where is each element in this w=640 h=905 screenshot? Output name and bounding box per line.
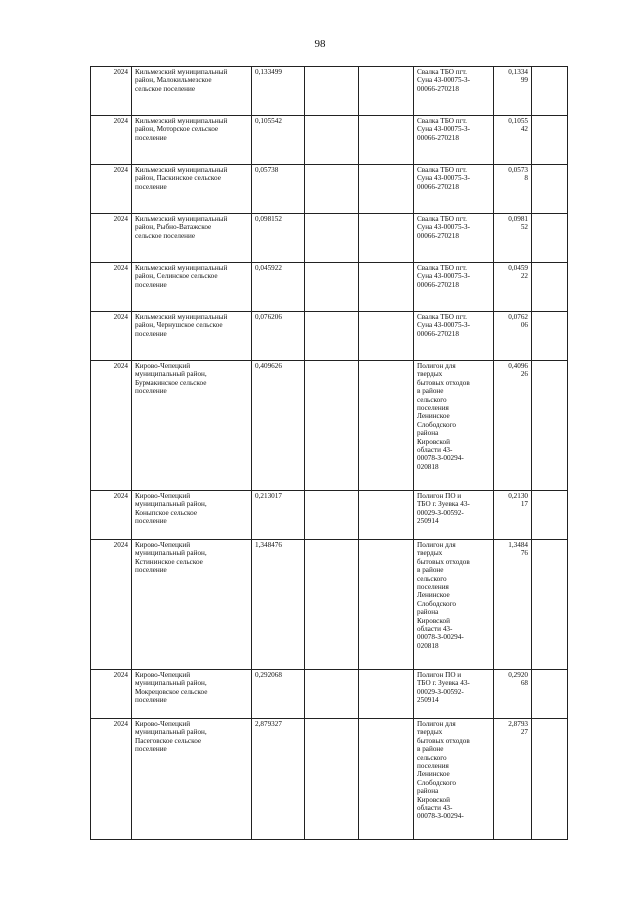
municipality-line: Кирово-Чепецкий: [135, 720, 191, 728]
facility-line: Свалка ТБО пгт.: [417, 215, 467, 223]
municipality-line: район, Селинское сельское: [135, 272, 218, 281]
empty-cell: [359, 540, 414, 670]
empty-cell: [359, 67, 414, 116]
municipality-line: поселение: [135, 387, 167, 396]
facility-line: Ленинское: [417, 770, 450, 779]
empty-cell: [532, 312, 568, 361]
value-wrapped-cell: [494, 491, 532, 540]
value-wrapped-line: 0,0981: [508, 215, 528, 223]
municipality-line: Бурмакинское сельское: [135, 378, 207, 387]
facility-cell: [414, 214, 494, 263]
facility-line: бытовых отходов: [417, 378, 470, 387]
municipality-line: сельское поселение: [135, 84, 196, 93]
facility-line: Свалка ТБО пгт.: [417, 68, 467, 76]
value-wrapped-cell: [494, 719, 532, 840]
municipality-cell: [132, 263, 252, 312]
municipality-line: поселение: [135, 745, 167, 754]
value-wrapped-line: 42: [520, 125, 528, 134]
facility-line: Полигон для: [417, 541, 456, 549]
year-cell: 2024: [91, 719, 132, 840]
municipality-line: поселение: [135, 566, 167, 575]
value-wrapped-line: 0,4096: [508, 362, 528, 370]
facility-line: Кировской: [417, 616, 450, 625]
facility-line: твердых: [417, 370, 443, 379]
empty-cell: [305, 263, 359, 312]
empty-cell: [305, 214, 359, 263]
facility-cell: [414, 116, 494, 165]
facility-line: в районе: [417, 745, 444, 754]
municipality-cell: [132, 670, 252, 719]
facility-line: сельского: [417, 395, 447, 404]
facility-cell: [414, 263, 494, 312]
value-cell: 0,409626: [252, 361, 305, 491]
facility-cell: [414, 361, 494, 491]
table-row: [91, 312, 568, 361]
facility-line: бытовых отходов: [417, 557, 470, 566]
year-cell: 2024: [91, 214, 132, 263]
facility-line: области 43-: [417, 804, 453, 813]
facility-line: Слободского: [417, 599, 456, 608]
year-cell: 2024: [91, 540, 132, 670]
value-wrapped-line: 17: [520, 500, 528, 509]
municipality-line: район, Паскинское сельское: [135, 174, 221, 183]
facility-line: Свалка ТБО пгт.: [417, 313, 467, 321]
empty-cell: [532, 719, 568, 840]
value-cell: 0,098152: [252, 214, 305, 263]
value-wrapped-cell: [494, 214, 532, 263]
municipality-line: муниципальный район,: [135, 679, 207, 688]
data-table: [90, 66, 568, 840]
municipality-line: муниципальный район,: [135, 370, 207, 379]
municipality-line: Мокрецовское сельское: [135, 687, 208, 696]
empty-cell: [532, 361, 568, 491]
municipality-line: Кирово-Чепецкий: [135, 492, 191, 500]
empty-cell: [359, 491, 414, 540]
facility-line: поселения: [417, 583, 449, 592]
facility-line: Полигон ПО и: [417, 492, 462, 500]
municipality-line: поселение: [135, 696, 167, 705]
facility-line: 020818: [417, 641, 439, 650]
value-wrapped-line: 0,1334: [508, 68, 528, 76]
municipality-line: район, Рыбно-Ватажское: [135, 223, 212, 232]
value-cell: 2,879327: [252, 719, 305, 840]
facility-line: области 43-: [417, 446, 453, 455]
empty-cell: [532, 116, 568, 165]
municipality-line: район, Малокильмезское: [135, 76, 212, 85]
table-body: [91, 67, 568, 840]
municipality-line: муниципальный район,: [135, 549, 207, 558]
empty-cell: [305, 312, 359, 361]
facility-line: сельского: [417, 574, 447, 583]
value-wrapped-line: 99: [520, 76, 528, 85]
empty-cell: [359, 312, 414, 361]
facility-line: 00066-270218: [417, 84, 459, 93]
empty-cell: [305, 165, 359, 214]
facility-line: твердых: [417, 549, 443, 558]
value-wrapped-line: 0,1055: [508, 117, 528, 125]
value-wrapped-line: 8: [524, 174, 528, 183]
empty-cell: [305, 670, 359, 719]
facility-line: Суна 43-00075-З-: [417, 272, 470, 281]
municipality-cell: [132, 165, 252, 214]
municipality-cell: [132, 540, 252, 670]
municipality-line: муниципальный район,: [135, 728, 207, 737]
facility-line: 00066-270218: [417, 329, 459, 338]
municipality-line: Кильмезский муниципальный: [135, 264, 228, 272]
value-wrapped-cell: [494, 361, 532, 491]
value-wrapped-cell: [494, 116, 532, 165]
value-wrapped-line: 0,2920: [508, 671, 528, 679]
value-wrapped-cell: [494, 540, 532, 670]
facility-line: 00066-270218: [417, 182, 459, 191]
value-cell: 0,133499: [252, 67, 305, 116]
municipality-line: муниципальный район,: [135, 500, 207, 509]
municipality-line: Кирово-Чепецкий: [135, 541, 191, 549]
value-wrapped-cell: [494, 165, 532, 214]
facility-line: 00066-270218: [417, 280, 459, 289]
facility-line: района: [417, 787, 439, 796]
facility-line: в районе: [417, 566, 444, 575]
value-cell: 0,213017: [252, 491, 305, 540]
empty-cell: [359, 165, 414, 214]
municipality-line: Коныпское сельское: [135, 508, 198, 517]
facility-line: 00078-З-00294-: [417, 812, 464, 821]
facility-line: 00066-270218: [417, 133, 459, 142]
value-wrapped-line: 68: [520, 679, 528, 688]
municipality-line: Кильмезский муниципальный: [135, 313, 228, 321]
year-cell: 2024: [91, 670, 132, 719]
municipality-line: Кстининское сельское: [135, 557, 203, 566]
table-row: [91, 116, 568, 165]
empty-cell: [532, 263, 568, 312]
value-wrapped-line: 0,0459: [508, 264, 528, 272]
municipality-line: поселение: [135, 133, 167, 142]
value-wrapped-cell: [494, 67, 532, 116]
municipality-cell: [132, 491, 252, 540]
facility-line: бытовых отходов: [417, 736, 470, 745]
empty-cell: [305, 491, 359, 540]
value-wrapped-line: 22: [520, 272, 528, 281]
empty-cell: [359, 719, 414, 840]
municipality-line: район, Моторское сельское: [135, 125, 219, 134]
municipality-cell: [132, 312, 252, 361]
municipality-line: район, Чернушское сельское: [135, 321, 223, 330]
value-wrapped-line: 2,8793: [508, 720, 528, 728]
facility-line: 00029-З-00592-: [417, 508, 464, 517]
facility-cell: [414, 670, 494, 719]
facility-cell: [414, 165, 494, 214]
table-row: [91, 491, 568, 540]
empty-cell: [532, 670, 568, 719]
page-number: 98: [314, 38, 326, 50]
empty-cell: [532, 540, 568, 670]
empty-cell: [359, 670, 414, 719]
empty-cell: [532, 214, 568, 263]
facility-line: Свалка ТБО пгт.: [417, 166, 467, 174]
empty-cell: [532, 67, 568, 116]
municipality-cell: [132, 116, 252, 165]
value-cell: 0,292068: [252, 670, 305, 719]
value-cell: 0,05738: [252, 165, 305, 214]
value-wrapped-cell: [494, 312, 532, 361]
facility-line: 00029-З-00592-: [417, 687, 464, 696]
facility-line: Полигон для: [417, 720, 456, 728]
municipality-line: Кильмезский муниципальный: [135, 166, 228, 174]
municipality-line: поселение: [135, 517, 167, 526]
value-wrapped-line: 0,0573: [508, 166, 528, 174]
facility-line: Суна 43-00075-З-: [417, 321, 470, 330]
facility-cell: [414, 312, 494, 361]
year-cell: 2024: [91, 361, 132, 491]
value-cell: 1,348476: [252, 540, 305, 670]
facility-line: поселения: [417, 404, 449, 413]
municipality-line: Кильмезский муниципальный: [135, 117, 228, 125]
value-wrapped-line: 1,3484: [508, 541, 528, 549]
municipality-line: Пасеговское сельское: [135, 736, 202, 745]
table-row: [91, 361, 568, 491]
facility-line: Полигон ПО и: [417, 671, 462, 679]
facility-line: Суна 43-00075-З-: [417, 223, 470, 232]
facility-cell: [414, 719, 494, 840]
year-cell: 2024: [91, 116, 132, 165]
table-row: [91, 719, 568, 840]
empty-cell: [305, 67, 359, 116]
value-wrapped-line: 06: [520, 321, 528, 330]
value-wrapped-line: 27: [520, 728, 528, 737]
facility-line: ТБО г. Зуевка 43-: [417, 500, 470, 509]
value-wrapped-line: 0,0762: [508, 313, 528, 321]
value-cell: 0,045922: [252, 263, 305, 312]
empty-cell: [359, 361, 414, 491]
value-cell: 0,076206: [252, 312, 305, 361]
table-row: [91, 67, 568, 116]
value-cell: 0,105542: [252, 116, 305, 165]
facility-line: области 43-: [417, 625, 453, 634]
facility-line: Суна 43-00075-З-: [417, 76, 470, 85]
facility-cell: [414, 540, 494, 670]
year-cell: 2024: [91, 67, 132, 116]
facility-line: Суна 43-00075-З-: [417, 174, 470, 183]
empty-cell: [532, 165, 568, 214]
value-wrapped-line: 52: [520, 223, 528, 232]
value-wrapped-line: 0,2130: [508, 492, 528, 500]
municipality-line: Кильмезский муниципальный: [135, 215, 228, 223]
year-cell: 2024: [91, 312, 132, 361]
year-cell: 2024: [91, 263, 132, 312]
facility-line: в районе: [417, 387, 444, 396]
facility-line: ТБО г. Зуевка 43-: [417, 679, 470, 688]
facility-line: Свалка ТБО пгт.: [417, 117, 467, 125]
municipality-line: Кирово-Чепецкий: [135, 362, 191, 370]
value-wrapped-line: 26: [520, 370, 528, 379]
facility-line: 00078-З-00294-: [417, 454, 464, 463]
empty-cell: [359, 263, 414, 312]
facility-line: района: [417, 429, 439, 438]
municipality-line: поселение: [135, 182, 167, 191]
facility-line: Кировской: [417, 795, 450, 804]
facility-cell: [414, 67, 494, 116]
municipality-line: Кильмезский муниципальный: [135, 68, 228, 76]
table-row: [91, 214, 568, 263]
empty-cell: [305, 719, 359, 840]
municipality-cell: [132, 361, 252, 491]
facility-line: 00066-270218: [417, 231, 459, 240]
facility-line: Слободского: [417, 778, 456, 787]
facility-line: Суна 43-00075-З-: [417, 125, 470, 134]
facility-line: твердых: [417, 728, 443, 737]
facility-line: сельского: [417, 753, 447, 762]
year-cell: 2024: [91, 491, 132, 540]
facility-line: Ленинское: [417, 412, 450, 421]
facility-line: 250914: [417, 517, 439, 526]
facility-line: Свалка ТБО пгт.: [417, 264, 467, 272]
municipality-line: поселение: [135, 280, 167, 289]
empty-cell: [359, 214, 414, 263]
facility-line: 00078-З-00294-: [417, 633, 464, 642]
table-row: [91, 540, 568, 670]
facility-cell: [414, 491, 494, 540]
table-row: [91, 165, 568, 214]
empty-cell: [305, 361, 359, 491]
empty-cell: [532, 491, 568, 540]
facility-line: поселения: [417, 762, 449, 771]
facility-line: 250914: [417, 696, 439, 705]
value-wrapped-cell: [494, 670, 532, 719]
table-row: [91, 670, 568, 719]
municipality-line: сельское поселение: [135, 231, 196, 240]
facility-line: Полигон для: [417, 362, 456, 370]
value-wrapped-cell: [494, 263, 532, 312]
facility-line: Слободского: [417, 420, 456, 429]
value-wrapped-line: 76: [520, 549, 528, 558]
empty-cell: [305, 540, 359, 670]
empty-cell: [305, 116, 359, 165]
facility-line: 020818: [417, 462, 439, 471]
facility-line: района: [417, 608, 439, 617]
facility-line: Кировской: [417, 437, 450, 446]
year-cell: 2024: [91, 165, 132, 214]
municipality-line: поселение: [135, 329, 167, 338]
facility-line: Ленинское: [417, 591, 450, 600]
empty-cell: [359, 116, 414, 165]
municipality-line: Кирово-Чепецкий: [135, 671, 191, 679]
table-row: [91, 263, 568, 312]
municipality-cell: [132, 67, 252, 116]
municipality-cell: [132, 719, 252, 840]
municipality-cell: [132, 214, 252, 263]
